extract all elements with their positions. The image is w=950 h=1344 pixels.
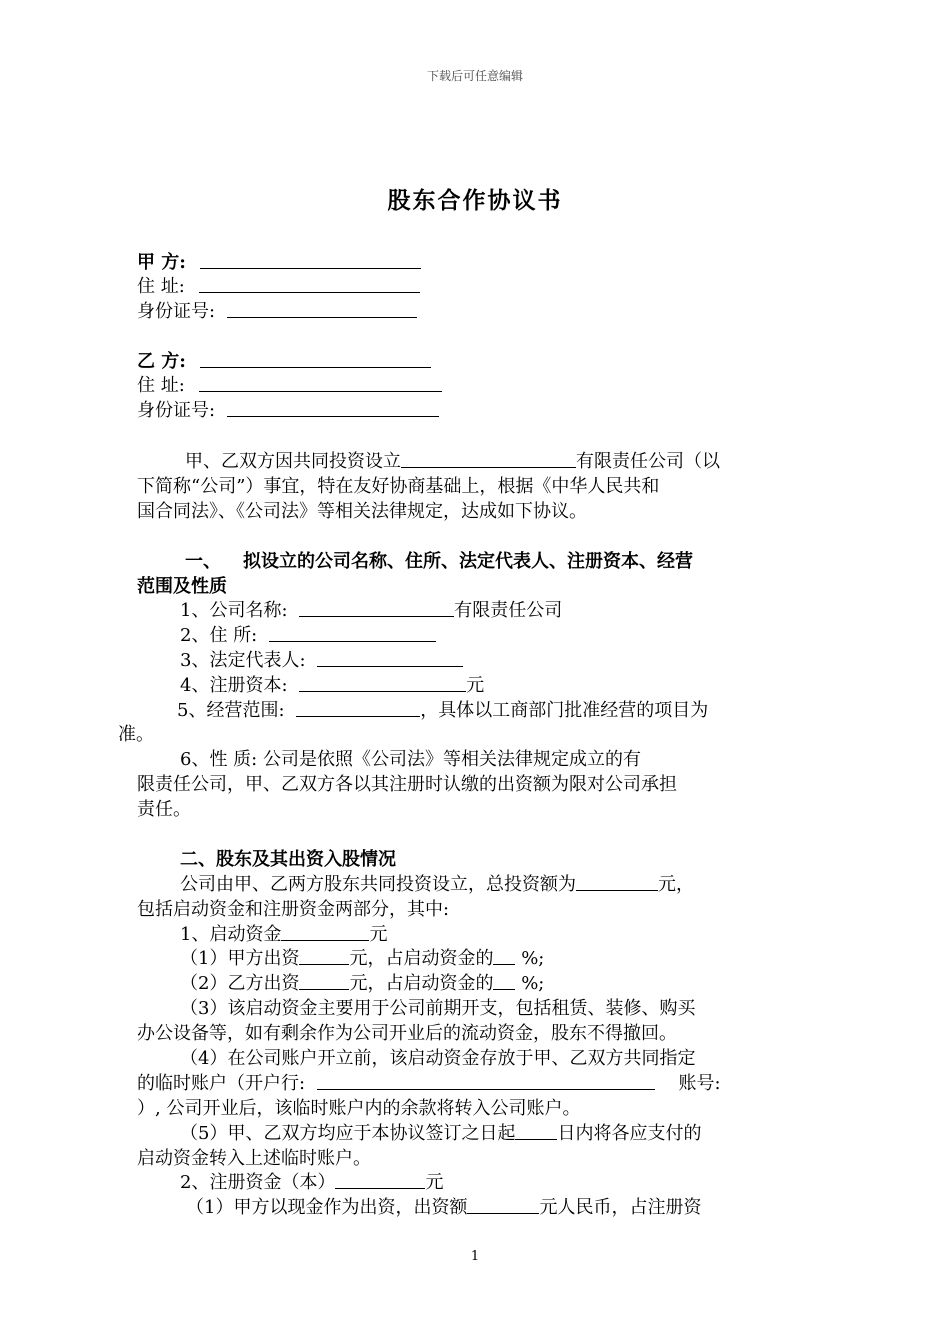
item-5-suffix: ，具体以工商部门批准经营的项目为 bbox=[420, 700, 709, 721]
registered-a-blank bbox=[467, 1195, 539, 1214]
startup-4-line-3: ）, 公司开业后，该临时账户内的余款将转入公司账户。 bbox=[137, 1098, 581, 1119]
party-b-id-label: 身份证号: bbox=[137, 400, 216, 421]
item-business-scope bbox=[177, 698, 708, 723]
section-2-heading: 二、股东及其出资入股情况 bbox=[180, 849, 396, 870]
startup-b-percent: %; bbox=[521, 973, 545, 994]
startup-capital-blank bbox=[281, 922, 369, 941]
startup-a bbox=[180, 946, 544, 971]
party-b-id-blank bbox=[227, 398, 439, 417]
item-1-suffix: 有限责任公司 bbox=[454, 600, 563, 621]
party-b-line bbox=[137, 349, 431, 374]
party-a-blank bbox=[200, 250, 421, 269]
startup-5-text-a: （5）甲、乙双方均应于本协议签订之日起 bbox=[180, 1123, 516, 1144]
item-registered-capital bbox=[180, 673, 484, 698]
item-legal-rep bbox=[180, 648, 463, 673]
item-1-blank bbox=[299, 598, 454, 617]
bank-label: 的临时账户（开户行: bbox=[137, 1073, 306, 1094]
item-5-blank bbox=[296, 698, 420, 717]
item-4-label: 4、注册资本: bbox=[180, 675, 288, 696]
startup-5-line-1 bbox=[180, 1121, 701, 1146]
company-name-blank bbox=[401, 449, 576, 468]
intro-line-2: 下简称“公司”）事宜，特在友好协商基础上，根据《中华人民共和 bbox=[137, 476, 660, 497]
document-title: 股东合作协议书 bbox=[387, 187, 563, 214]
item-2-label: 2、住 所: bbox=[180, 625, 258, 646]
section-1-heading-text: 拟设立的公司名称、住所、法定代表人、注册资本、经营 bbox=[243, 551, 693, 572]
party-b-label: 乙 方: bbox=[137, 351, 186, 372]
registered-capital-label: 2、注册资金（本） bbox=[180, 1172, 336, 1193]
party-a-address-line bbox=[137, 274, 420, 299]
party-b-id-line bbox=[137, 398, 439, 423]
s2-para-1-line-2: 包括启动资金和注册资金两部分，其中: bbox=[137, 899, 450, 920]
page-header: 下载后可任意编辑 bbox=[426, 69, 523, 83]
party-a-id-blank bbox=[227, 299, 417, 318]
item-6-line-1: 6、性 质: 公司是依照《公司法》等相关法律规定成立的有 bbox=[180, 749, 641, 770]
startup-b-label: （2）乙方出资 bbox=[180, 973, 300, 994]
account-label: 账号: bbox=[678, 1073, 721, 1094]
startup-a-amount-blank bbox=[299, 946, 349, 965]
s2-para-1b: 元， bbox=[658, 874, 694, 895]
party-b-address-blank bbox=[199, 373, 442, 392]
startup-b-mid: 元，占启动资金的 bbox=[349, 973, 494, 994]
bank-blank bbox=[317, 1071, 655, 1090]
page-number: 1 bbox=[470, 1249, 480, 1264]
intro-line-1 bbox=[185, 449, 720, 474]
startup-3-line-1: （3）该启动资金主要用于公司前期开支，包括租赁、装修、购买 bbox=[180, 998, 696, 1019]
s2-para-1 bbox=[180, 872, 694, 897]
party-b-address-label: 住 址: bbox=[137, 375, 185, 396]
section-1-number: 一、 bbox=[185, 551, 221, 572]
intro-text-1b: 有限责任公司（以 bbox=[576, 451, 720, 472]
registered-capital-blank bbox=[335, 1170, 425, 1189]
registered-capital bbox=[180, 1170, 443, 1195]
section-1-heading-cont: 范围及性质 bbox=[137, 576, 227, 597]
startup-a-percent: %; bbox=[521, 948, 545, 969]
party-a-id-label: 身份证号: bbox=[137, 301, 216, 322]
item-6-line-3: 责任。 bbox=[137, 799, 191, 820]
item-5-label: 5、经营范围: bbox=[177, 700, 285, 721]
party-a-id-line bbox=[137, 299, 417, 324]
startup-a-percent-blank bbox=[493, 946, 515, 965]
section-1-heading bbox=[185, 549, 693, 574]
s2-para-1a: 公司由甲、乙两方股东共同投资设立，总投资额为 bbox=[180, 874, 576, 895]
item-4-suffix: 元 bbox=[466, 675, 485, 696]
startup-5-line-2: 启动资金转入上述临时账户。 bbox=[137, 1148, 371, 1169]
item-3-label: 3、法定代表人: bbox=[180, 650, 306, 671]
intro-text-1a: 甲、乙双方因共同投资设立 bbox=[185, 451, 401, 472]
party-a-label: 甲 方: bbox=[137, 252, 186, 273]
startup-b-amount-blank bbox=[299, 971, 349, 990]
startup-4-line-2 bbox=[137, 1071, 721, 1096]
startup-3-line-2: 办公设备等，如有剩余作为公司开业后的流动资金，股东不得撤回。 bbox=[137, 1023, 677, 1044]
party-b-address-line bbox=[137, 373, 442, 398]
startup-4-line-1: （4）在公司账户开立前，该启动资金存放于甲、乙双方共同指定 bbox=[180, 1048, 696, 1069]
party-a-address-blank bbox=[199, 274, 420, 293]
startup-b-percent-blank bbox=[493, 971, 515, 990]
registered-capital-unit: 元 bbox=[425, 1172, 444, 1193]
registered-a bbox=[186, 1195, 701, 1220]
intro-line-3: 国合同法》、《公司法》等相关法律规定，达成如下协议。 bbox=[137, 501, 587, 522]
days-blank bbox=[515, 1121, 557, 1140]
startup-b bbox=[180, 971, 544, 996]
party-a-line bbox=[137, 250, 421, 275]
startup-a-label: （1）甲方出资 bbox=[180, 948, 300, 969]
item-2-blank bbox=[269, 623, 436, 642]
item-5-continuation: 准。 bbox=[118, 724, 154, 745]
item-6-line-2: 限责任公司，甲、乙双方各以其注册时认缴的出资额为限对公司承担 bbox=[137, 774, 677, 795]
startup-a-mid: 元，占启动资金的 bbox=[349, 948, 494, 969]
startup-capital-label: 1、启动资金 bbox=[180, 924, 282, 945]
startup-5-text-b: 日内将各应支付的 bbox=[557, 1123, 702, 1144]
party-a-address-label: 住 址: bbox=[137, 276, 185, 297]
item-1-label: 1、公司名称: bbox=[180, 600, 288, 621]
registered-a-text-a: （1）甲方以现金作为出资，出资额 bbox=[186, 1197, 468, 1218]
startup-capital-unit: 元 bbox=[369, 924, 388, 945]
registered-a-text-b: 元人民币，占注册资 bbox=[539, 1197, 702, 1218]
item-3-blank bbox=[317, 648, 463, 667]
item-address bbox=[180, 623, 436, 648]
item-company-name bbox=[180, 598, 562, 623]
total-investment-blank bbox=[576, 872, 658, 891]
party-b-blank bbox=[200, 349, 431, 368]
startup-capital bbox=[180, 922, 387, 947]
item-4-blank bbox=[299, 673, 466, 692]
